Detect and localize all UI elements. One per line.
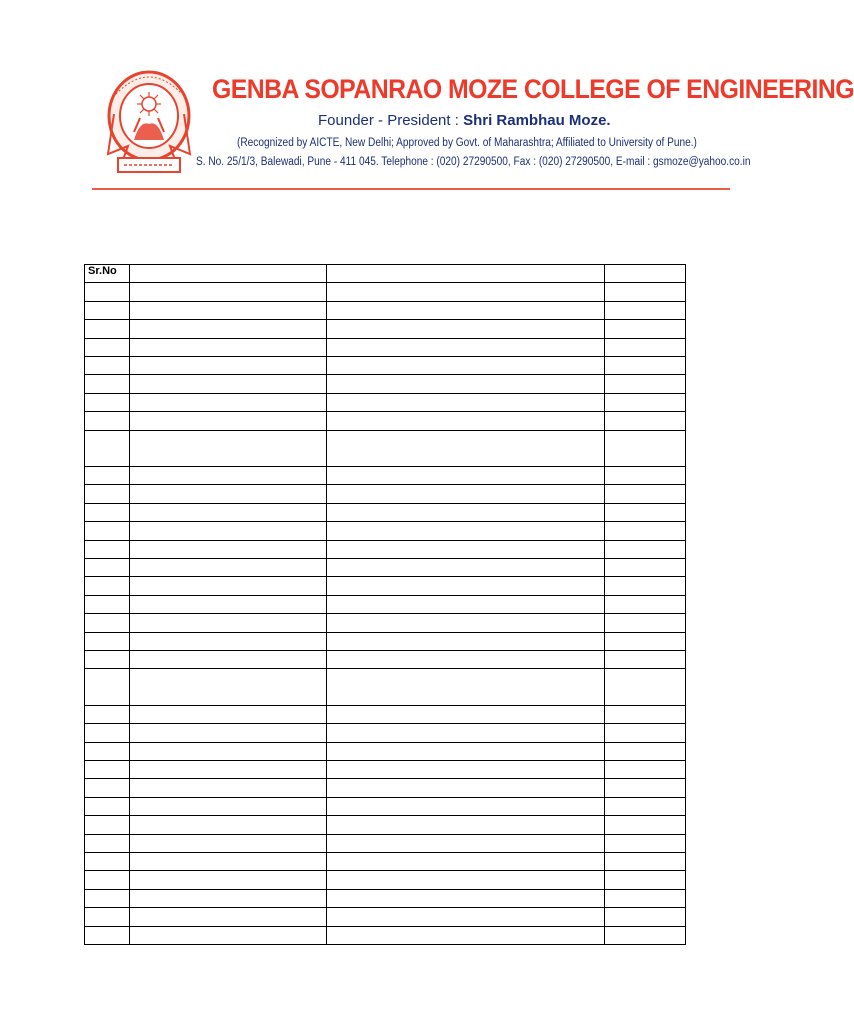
table-cell[interactable] xyxy=(605,503,686,521)
table-row xyxy=(85,356,686,374)
table-cell[interactable] xyxy=(605,320,686,338)
table-cell[interactable] xyxy=(605,301,686,319)
table-row xyxy=(85,908,686,926)
table-cell[interactable] xyxy=(130,430,327,467)
table-cell[interactable] xyxy=(130,301,327,319)
table-cell[interactable] xyxy=(605,283,686,301)
table-cell[interactable] xyxy=(130,356,327,374)
table-cell[interactable] xyxy=(130,889,327,907)
table-cell[interactable] xyxy=(327,430,605,467)
table-cell[interactable] xyxy=(85,430,130,467)
table-cell[interactable] xyxy=(85,779,130,797)
recognition-text: (Recognized by AICTE, New Delhi; Approved by Govt. of Maharashtra; Affiliated to University of Pune.) xyxy=(237,137,697,149)
table-cell[interactable] xyxy=(85,669,130,706)
table-cell[interactable] xyxy=(327,852,605,870)
table-cell[interactable] xyxy=(327,467,605,485)
founder-label: Founder - President : xyxy=(318,112,459,129)
table-cell[interactable] xyxy=(130,467,327,485)
table-cell[interactable] xyxy=(130,926,327,944)
column-header-3 xyxy=(327,265,605,283)
table-row xyxy=(85,522,686,540)
table-cell[interactable] xyxy=(605,871,686,889)
table-cell[interactable] xyxy=(327,669,605,706)
table-cell[interactable] xyxy=(605,779,686,797)
table-cell[interactable] xyxy=(605,558,686,576)
table-row xyxy=(85,852,686,870)
table-cell[interactable] xyxy=(85,577,130,595)
table-cell[interactable] xyxy=(130,632,327,650)
table-cell[interactable] xyxy=(327,558,605,576)
table-cell[interactable] xyxy=(130,375,327,393)
table-cell[interactable] xyxy=(130,705,327,723)
header-divider xyxy=(92,188,730,190)
table-cell[interactable] xyxy=(130,871,327,889)
table-cell[interactable] xyxy=(130,760,327,778)
table-cell[interactable] xyxy=(130,797,327,815)
table-cell[interactable] xyxy=(605,852,686,870)
table-cell[interactable] xyxy=(605,760,686,778)
table-cell[interactable] xyxy=(327,650,605,668)
table-row xyxy=(85,301,686,319)
table-cell[interactable] xyxy=(327,338,605,356)
table-cell[interactable] xyxy=(605,705,686,723)
table-cell[interactable] xyxy=(130,485,327,503)
table-cell[interactable] xyxy=(130,742,327,760)
blank-list-table xyxy=(84,264,686,945)
table-cell[interactable] xyxy=(327,834,605,852)
table-cell[interactable] xyxy=(130,503,327,521)
table-row xyxy=(85,595,686,613)
table-cell[interactable] xyxy=(605,356,686,374)
table-cell[interactable] xyxy=(85,871,130,889)
table-cell[interactable] xyxy=(605,430,686,467)
table-row xyxy=(85,742,686,760)
table-cell[interactable] xyxy=(85,908,130,926)
table-cell[interactable] xyxy=(327,705,605,723)
letterhead xyxy=(0,0,854,200)
table-cell[interactable] xyxy=(85,338,130,356)
table-cell[interactable] xyxy=(130,650,327,668)
table-row xyxy=(85,412,686,430)
table-cell[interactable] xyxy=(605,889,686,907)
column-header-4 xyxy=(605,265,686,283)
table-cell[interactable] xyxy=(605,485,686,503)
table-cell[interactable] xyxy=(605,834,686,852)
table-cell[interactable] xyxy=(605,393,686,411)
table-cell[interactable] xyxy=(130,283,327,301)
table-row xyxy=(85,320,686,338)
column-header-2 xyxy=(130,265,327,283)
table-cell[interactable] xyxy=(327,577,605,595)
table-cell[interactable] xyxy=(327,356,605,374)
table-cell[interactable] xyxy=(605,926,686,944)
table-cell[interactable] xyxy=(85,540,130,558)
table-cell[interactable] xyxy=(327,724,605,742)
table-cell[interactable] xyxy=(605,816,686,834)
table-cell[interactable] xyxy=(605,724,686,742)
table-cell[interactable] xyxy=(85,926,130,944)
table-cell[interactable] xyxy=(327,595,605,613)
table-cell[interactable] xyxy=(85,522,130,540)
table-cell[interactable] xyxy=(605,632,686,650)
table-cell[interactable] xyxy=(130,669,327,706)
table-row xyxy=(85,467,686,485)
table-cell[interactable] xyxy=(130,834,327,852)
table-cell[interactable] xyxy=(327,503,605,521)
table-cell[interactable] xyxy=(85,632,130,650)
table-cell[interactable] xyxy=(130,577,327,595)
table-cell[interactable] xyxy=(327,889,605,907)
table-cell[interactable] xyxy=(605,595,686,613)
table-cell[interactable] xyxy=(130,320,327,338)
table-row xyxy=(85,503,686,521)
table-cell[interactable] xyxy=(605,338,686,356)
table-cell[interactable] xyxy=(85,760,130,778)
table-cell[interactable] xyxy=(327,283,605,301)
table-cell[interactable] xyxy=(130,614,327,632)
table-cell[interactable] xyxy=(327,485,605,503)
column-header-sr-no: Sr.No xyxy=(85,265,130,283)
table-row xyxy=(85,558,686,576)
table-cell[interactable] xyxy=(85,393,130,411)
table-cell[interactable] xyxy=(605,650,686,668)
table-cell[interactable] xyxy=(327,540,605,558)
table-cell[interactable] xyxy=(130,393,327,411)
table-cell[interactable] xyxy=(130,816,327,834)
table-row xyxy=(85,816,686,834)
table-cell[interactable] xyxy=(130,724,327,742)
table-cell[interactable] xyxy=(85,467,130,485)
table-cell[interactable] xyxy=(85,650,130,668)
table-cell[interactable] xyxy=(327,614,605,632)
table-cell[interactable] xyxy=(605,614,686,632)
table-row xyxy=(85,375,686,393)
table-cell[interactable] xyxy=(605,540,686,558)
founder-line xyxy=(318,112,611,129)
table-cell[interactable] xyxy=(130,779,327,797)
table-cell[interactable] xyxy=(85,705,130,723)
table-cell[interactable] xyxy=(130,338,327,356)
table-row xyxy=(85,834,686,852)
table-cell[interactable] xyxy=(85,283,130,301)
table-header-row xyxy=(85,265,686,283)
table-row xyxy=(85,797,686,815)
table-cell[interactable] xyxy=(85,852,130,870)
table-cell[interactable] xyxy=(85,614,130,632)
table-row xyxy=(85,614,686,632)
contact-address: S. No. 25/1/3, Balewadi, Pune - 411 045. Telephone : (020) 27290500, Fax : (020) 27290500, E-mail : gsmoze@yahoo.co.in xyxy=(196,156,751,168)
table-cell[interactable] xyxy=(85,301,130,319)
table-row xyxy=(85,760,686,778)
table-cell[interactable] xyxy=(130,908,327,926)
table-cell[interactable] xyxy=(130,540,327,558)
college-emblem-icon xyxy=(104,54,194,182)
table-cell[interactable] xyxy=(605,412,686,430)
table-cell[interactable] xyxy=(85,412,130,430)
table-cell[interactable] xyxy=(85,375,130,393)
table-body xyxy=(85,283,686,945)
table-cell[interactable] xyxy=(130,595,327,613)
table-cell[interactable] xyxy=(605,522,686,540)
college-name: GENBA SOPANRAO MOZE COLLEGE OF ENGINEERING xyxy=(212,74,854,104)
table-cell[interactable] xyxy=(130,412,327,430)
table-row xyxy=(85,724,686,742)
table-cell[interactable] xyxy=(605,797,686,815)
table-row xyxy=(85,338,686,356)
table-cell[interactable] xyxy=(85,742,130,760)
table-cell[interactable] xyxy=(327,926,605,944)
table-cell[interactable] xyxy=(327,871,605,889)
table-cell[interactable] xyxy=(605,467,686,485)
table-row xyxy=(85,705,686,723)
table-row xyxy=(85,430,686,467)
table-cell[interactable] xyxy=(327,742,605,760)
table-cell[interactable] xyxy=(327,779,605,797)
table-cell[interactable] xyxy=(130,522,327,540)
table-cell[interactable] xyxy=(605,908,686,926)
table-cell[interactable] xyxy=(605,742,686,760)
table-cell[interactable] xyxy=(130,558,327,576)
table-row xyxy=(85,779,686,797)
table-cell[interactable] xyxy=(327,522,605,540)
table-cell[interactable] xyxy=(85,889,130,907)
table-cell[interactable] xyxy=(327,816,605,834)
table-cell[interactable] xyxy=(85,816,130,834)
table-cell[interactable] xyxy=(327,301,605,319)
table-cell[interactable] xyxy=(85,558,130,576)
table-cell[interactable] xyxy=(327,375,605,393)
table-cell[interactable] xyxy=(85,485,130,503)
table-cell[interactable] xyxy=(85,503,130,521)
table-row xyxy=(85,669,686,706)
table-cell[interactable] xyxy=(130,852,327,870)
table-row xyxy=(85,393,686,411)
founder-name: Shri Rambhau Moze. xyxy=(463,112,611,129)
table-row xyxy=(85,485,686,503)
table-cell[interactable] xyxy=(85,595,130,613)
table-cell[interactable] xyxy=(327,908,605,926)
table-row xyxy=(85,926,686,944)
table-cell[interactable] xyxy=(605,577,686,595)
table-cell[interactable] xyxy=(327,760,605,778)
table-cell[interactable] xyxy=(85,320,130,338)
table-row xyxy=(85,540,686,558)
table-cell[interactable] xyxy=(327,632,605,650)
table-cell[interactable] xyxy=(85,356,130,374)
table-row xyxy=(85,650,686,668)
table-cell[interactable] xyxy=(605,375,686,393)
table-cell[interactable] xyxy=(85,797,130,815)
table-row xyxy=(85,283,686,301)
table-row xyxy=(85,577,686,595)
table-cell[interactable] xyxy=(327,320,605,338)
table-cell[interactable] xyxy=(327,797,605,815)
table-cell[interactable] xyxy=(605,669,686,706)
table-cell[interactable] xyxy=(85,724,130,742)
table-row xyxy=(85,889,686,907)
table-cell[interactable] xyxy=(327,412,605,430)
table-row xyxy=(85,871,686,889)
table-row xyxy=(85,632,686,650)
table-cell[interactable] xyxy=(327,393,605,411)
table-cell[interactable] xyxy=(85,834,130,852)
